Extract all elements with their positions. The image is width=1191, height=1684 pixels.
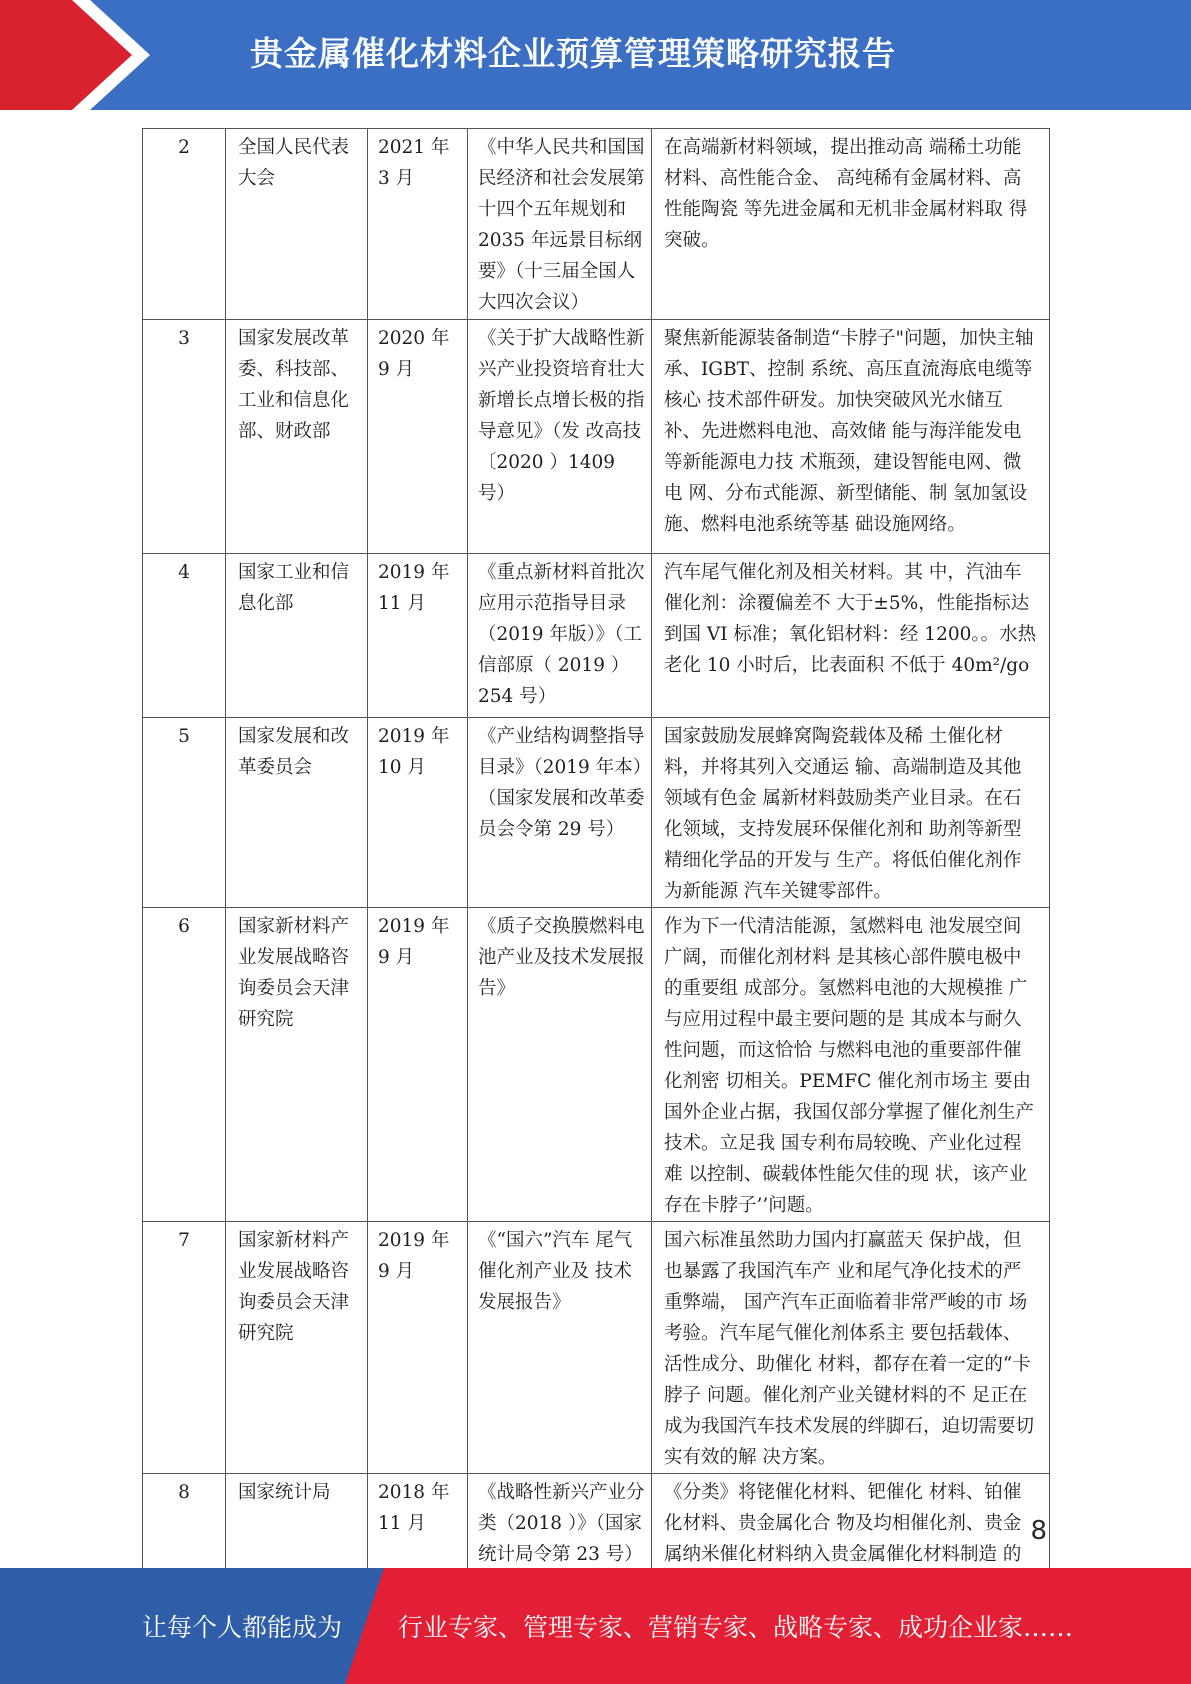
policy-content: 在高端新材料领域，提出推动高 端稀土功能材料、高性能合金、 高纯稀有金属材料、高性能陶瓷 等先进金属和无机非金属材料取 得突破。	[652, 129, 1050, 320]
document-name: 《“国六”汽车 尾气催化剂产业及 技术发展报告》	[468, 1222, 652, 1474]
policy-content: 《分类》将铑催化材料、钯催化 材料、铂催化材料、贵金属化合 物及均相催化剂、贵金属纳米催化材料纳入贵金属催化材料制造 的	[652, 1474, 1050, 1602]
row-number: 8	[143, 1474, 226, 1602]
footer-banner	[0, 1568, 1191, 1684]
document-name: 《中华人民共和国国民经济和社会发展第十四个五年规划和 2035 年远景目标纲要》（十三届全国人大四次会议）	[468, 129, 652, 320]
issue-date: 2019 年 9 月	[368, 908, 468, 1222]
footer-slogan-right: 行业专家、管理专家、营销专家、战略专家、成功企业家……	[398, 1613, 1074, 1642]
issuing-org: 国家工业和信息化部	[226, 554, 368, 718]
row-number: 7	[143, 1222, 226, 1474]
issuing-org: 国家新材料产业发展战略咨询委员会天津研究院	[226, 908, 368, 1222]
issue-date: 2021 年 3 月	[368, 129, 468, 320]
table-row	[143, 320, 1050, 554]
red-arrow-shape	[0, 0, 150, 110]
header-banner	[0, 0, 1191, 110]
document-name: 《质子交换膜燃料电池产业及技术发展报告》	[468, 908, 652, 1222]
table-row	[143, 908, 1050, 1222]
table-row	[143, 554, 1050, 718]
issuing-org: 国家发展和改革委员会	[226, 718, 368, 908]
policy-content: 聚焦新能源装备制造“卡脖子"问题，加快主轴承、IGBT、控制 系统、高压直流海底电缆等核心 技术部件研发。加快突破风光水储互补、先进燃料电池、高效储 能与海洋能发电等新能源电力技 术瓶颈，建设智能电网、微电 网、分布式能源、新型储能、制 氢加氢设施、燃料电池系统等基 础设施网络。	[652, 320, 1050, 554]
issuing-org: 全国人民代表大会	[226, 129, 368, 320]
footer-slogan-left: 让每个人都能成为	[142, 1613, 343, 1642]
document-name: 《关于扩大战略性新兴产业投资培育壮大新增长点增长极的指导意见》（发 改高技〔2020 ）1409 号）	[468, 320, 652, 554]
row-number: 4	[143, 554, 226, 718]
table-row	[143, 718, 1050, 908]
issue-date: 2020 年 9 月	[368, 320, 468, 554]
issue-date: 2018 年 11 月	[368, 1474, 468, 1602]
page-number: 8	[1030, 1516, 1047, 1546]
document-name: 《战略性新兴产业分类（2018 ）》（国家统计局令第 23 号）	[468, 1474, 652, 1602]
table-row	[143, 1222, 1050, 1474]
row-number: 2	[143, 129, 226, 320]
policy-content: 汽车尾气催化剂及相关材料。其 中，汽油车催化剂：涂覆偏差不 大于±5%，性能指标达到国 VI 标准；氧化铝材料：经 1200。。水热老化 10 小时后，比表面积 不低于 40m²/go	[652, 554, 1050, 718]
policy-table	[142, 128, 1050, 1602]
policy-content: 国家鼓励发展蜂窝陶瓷载体及稀 土催化材料，并将其列入交通运 输、高端制造及其他领域有色金 属新材料鼓励类产业目录。在石 化领域，支持发展环保催化剂和 助剂等新型精细化学品的开发与 生产。将低伯催化剂作为新能源 汽车关键零部件。	[652, 718, 1050, 908]
row-number: 3	[143, 320, 226, 554]
report-title: 贵金属催化材料企业预算管理策略研究报告	[250, 34, 896, 73]
row-number: 6	[143, 908, 226, 1222]
row-number: 5	[143, 718, 226, 908]
issue-date: 2019 年 9 月	[368, 1222, 468, 1474]
issuing-org: 国家发展改革委、科技部、工业和信息化部、财政部	[226, 320, 368, 554]
document-name: 《重点新材料首批次应用示范指导目录（2019 年版）》（工信部原（ 2019 ） 254 号）	[468, 554, 652, 718]
document-name: 《产业结构调整指导目录》（2019 年本）（国家发展和改革委员会令第 29 号）	[468, 718, 652, 908]
issuing-org: 国家统计局	[226, 1474, 368, 1602]
policy-content: 国六标准虽然助力国内打赢蓝天 保护战，但也暴露了我国汽车产 业和尾气净化技术的严重弊端， 国产汽车正面临着非常严峻的市 场考验。汽车尾气催化剂体系主 要包括载体、活性成分、助催化 材料，都存在着一定的“卡脖子 问题。催化剂产业关键材料的不 足正在成为我国汽车技术发展的绊脚石，迫切需要切实有效的解 决方案。	[652, 1222, 1050, 1474]
policy-content: 作为下一代清洁能源，氢燃料电 池发展空间广阔，而催化剂材料 是其核心部件膜电极中的重要组 成部分。氢燃料电池的大规模推 广与应用过程中最主要问题的是 其成本与耐久性问题，而这恰恰 与燃料电池的重要部件催化剂密 切相关。PEMFC 催化剂市场主 要由国外企业占据，我国仅部分掌握了催化剂生产技术。立足我 国专利布局较晚、产业化过程难 以控制、碳载体性能欠佳的现 状，该产业存在卡脖子’’问题。	[652, 908, 1050, 1222]
table-row	[143, 129, 1050, 320]
issue-date: 2019 年 10 月	[368, 718, 468, 908]
issue-date: 2019 年 11 月	[368, 554, 468, 718]
issuing-org: 国家新材料产业发展战略咨询委员会天津研究院	[226, 1222, 368, 1474]
